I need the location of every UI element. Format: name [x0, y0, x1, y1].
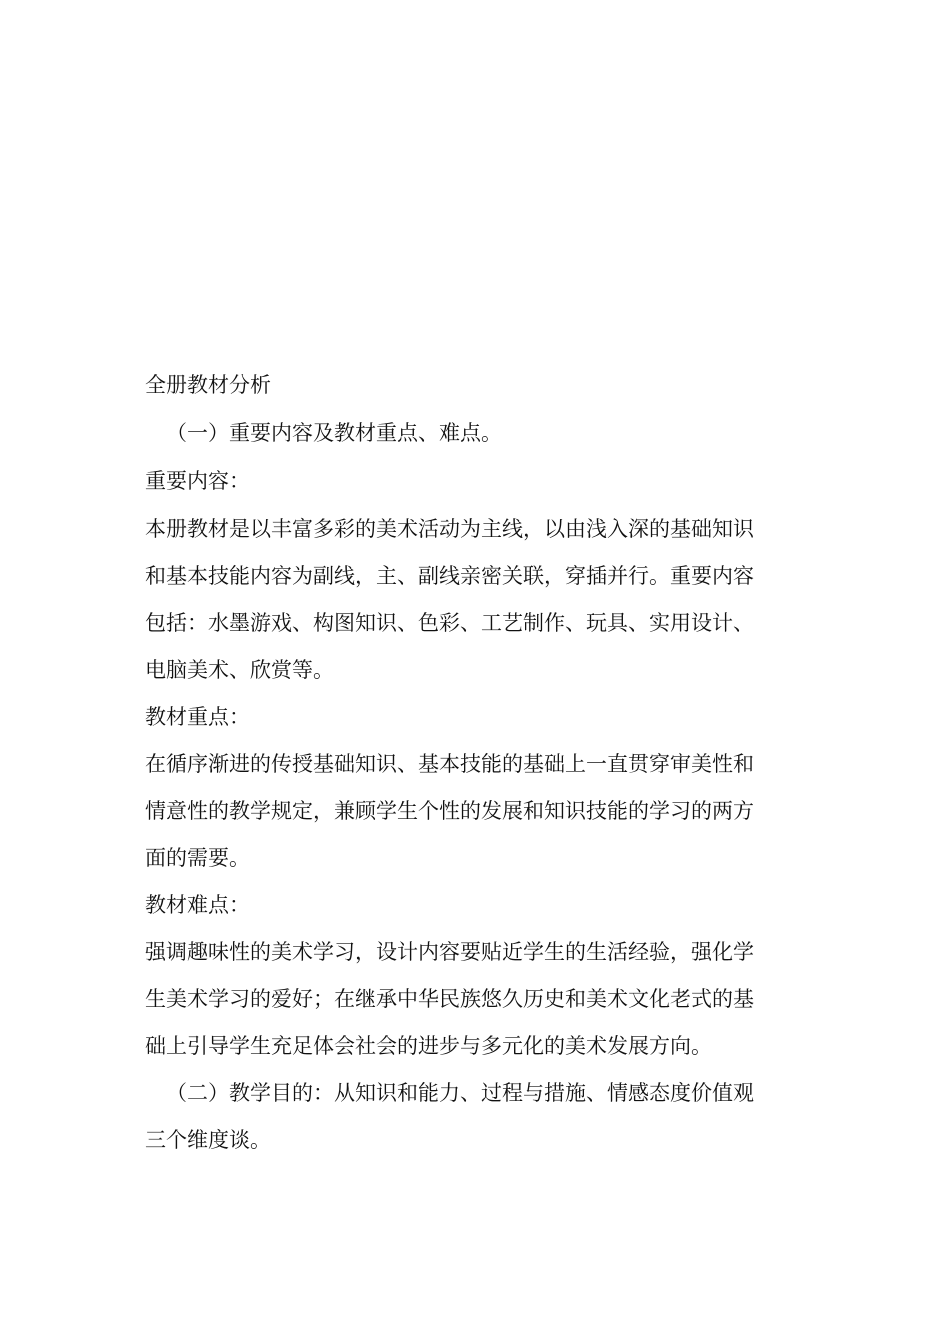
- section-heading-2: （二）教学目的：从知识和能力、过程与措施、情感态度价值观: [166, 1081, 754, 1105]
- paragraph-line: 情意性的教学规定，兼顾学生个性的发展和知识技能的学习的两方: [145, 799, 754, 823]
- key-content-label: 重要内容：: [145, 469, 250, 493]
- paragraph-line: 电脑美术、欣赏等。: [145, 658, 334, 682]
- difficulty-label: 教材难点：: [145, 893, 250, 917]
- paragraph-line: 强调趣味性的美术学习，设计内容要贴近学生的生活经验，强化学: [145, 940, 754, 964]
- paragraph-line: 面的需要。: [145, 846, 250, 870]
- paragraph-line: 和基本技能内容为副线，主、副线亲密关联，穿插并行。重要内容: [145, 564, 754, 588]
- document-title: 全册教材分析: [145, 373, 271, 397]
- paragraph-line: 本册教材是以丰富多彩的美术活动为主线，以由浅入深的基础知识: [145, 517, 754, 541]
- section-heading-1: （一）重要内容及教材重点、难点。: [166, 421, 502, 445]
- focus-label: 教材重点：: [145, 705, 250, 729]
- paragraph-line: 础上引导学生充足体会社会的进步与多元化的美术发展方向。: [145, 1034, 712, 1058]
- paragraph-line: 包括：水墨游戏、构图知识、色彩、工艺制作、玩具、实用设计、: [145, 611, 754, 635]
- document-body: [145, 368, 810, 1170]
- paragraph-line: 生美术学习的爱好；在继承中华民族悠久历史和美术文化老式的基: [145, 987, 754, 1011]
- paragraph-line: 在循序渐进的传授基础知识、基本技能的基础上一直贯穿审美性和: [145, 752, 754, 776]
- paragraph-line: 三个维度谈。: [145, 1128, 271, 1152]
